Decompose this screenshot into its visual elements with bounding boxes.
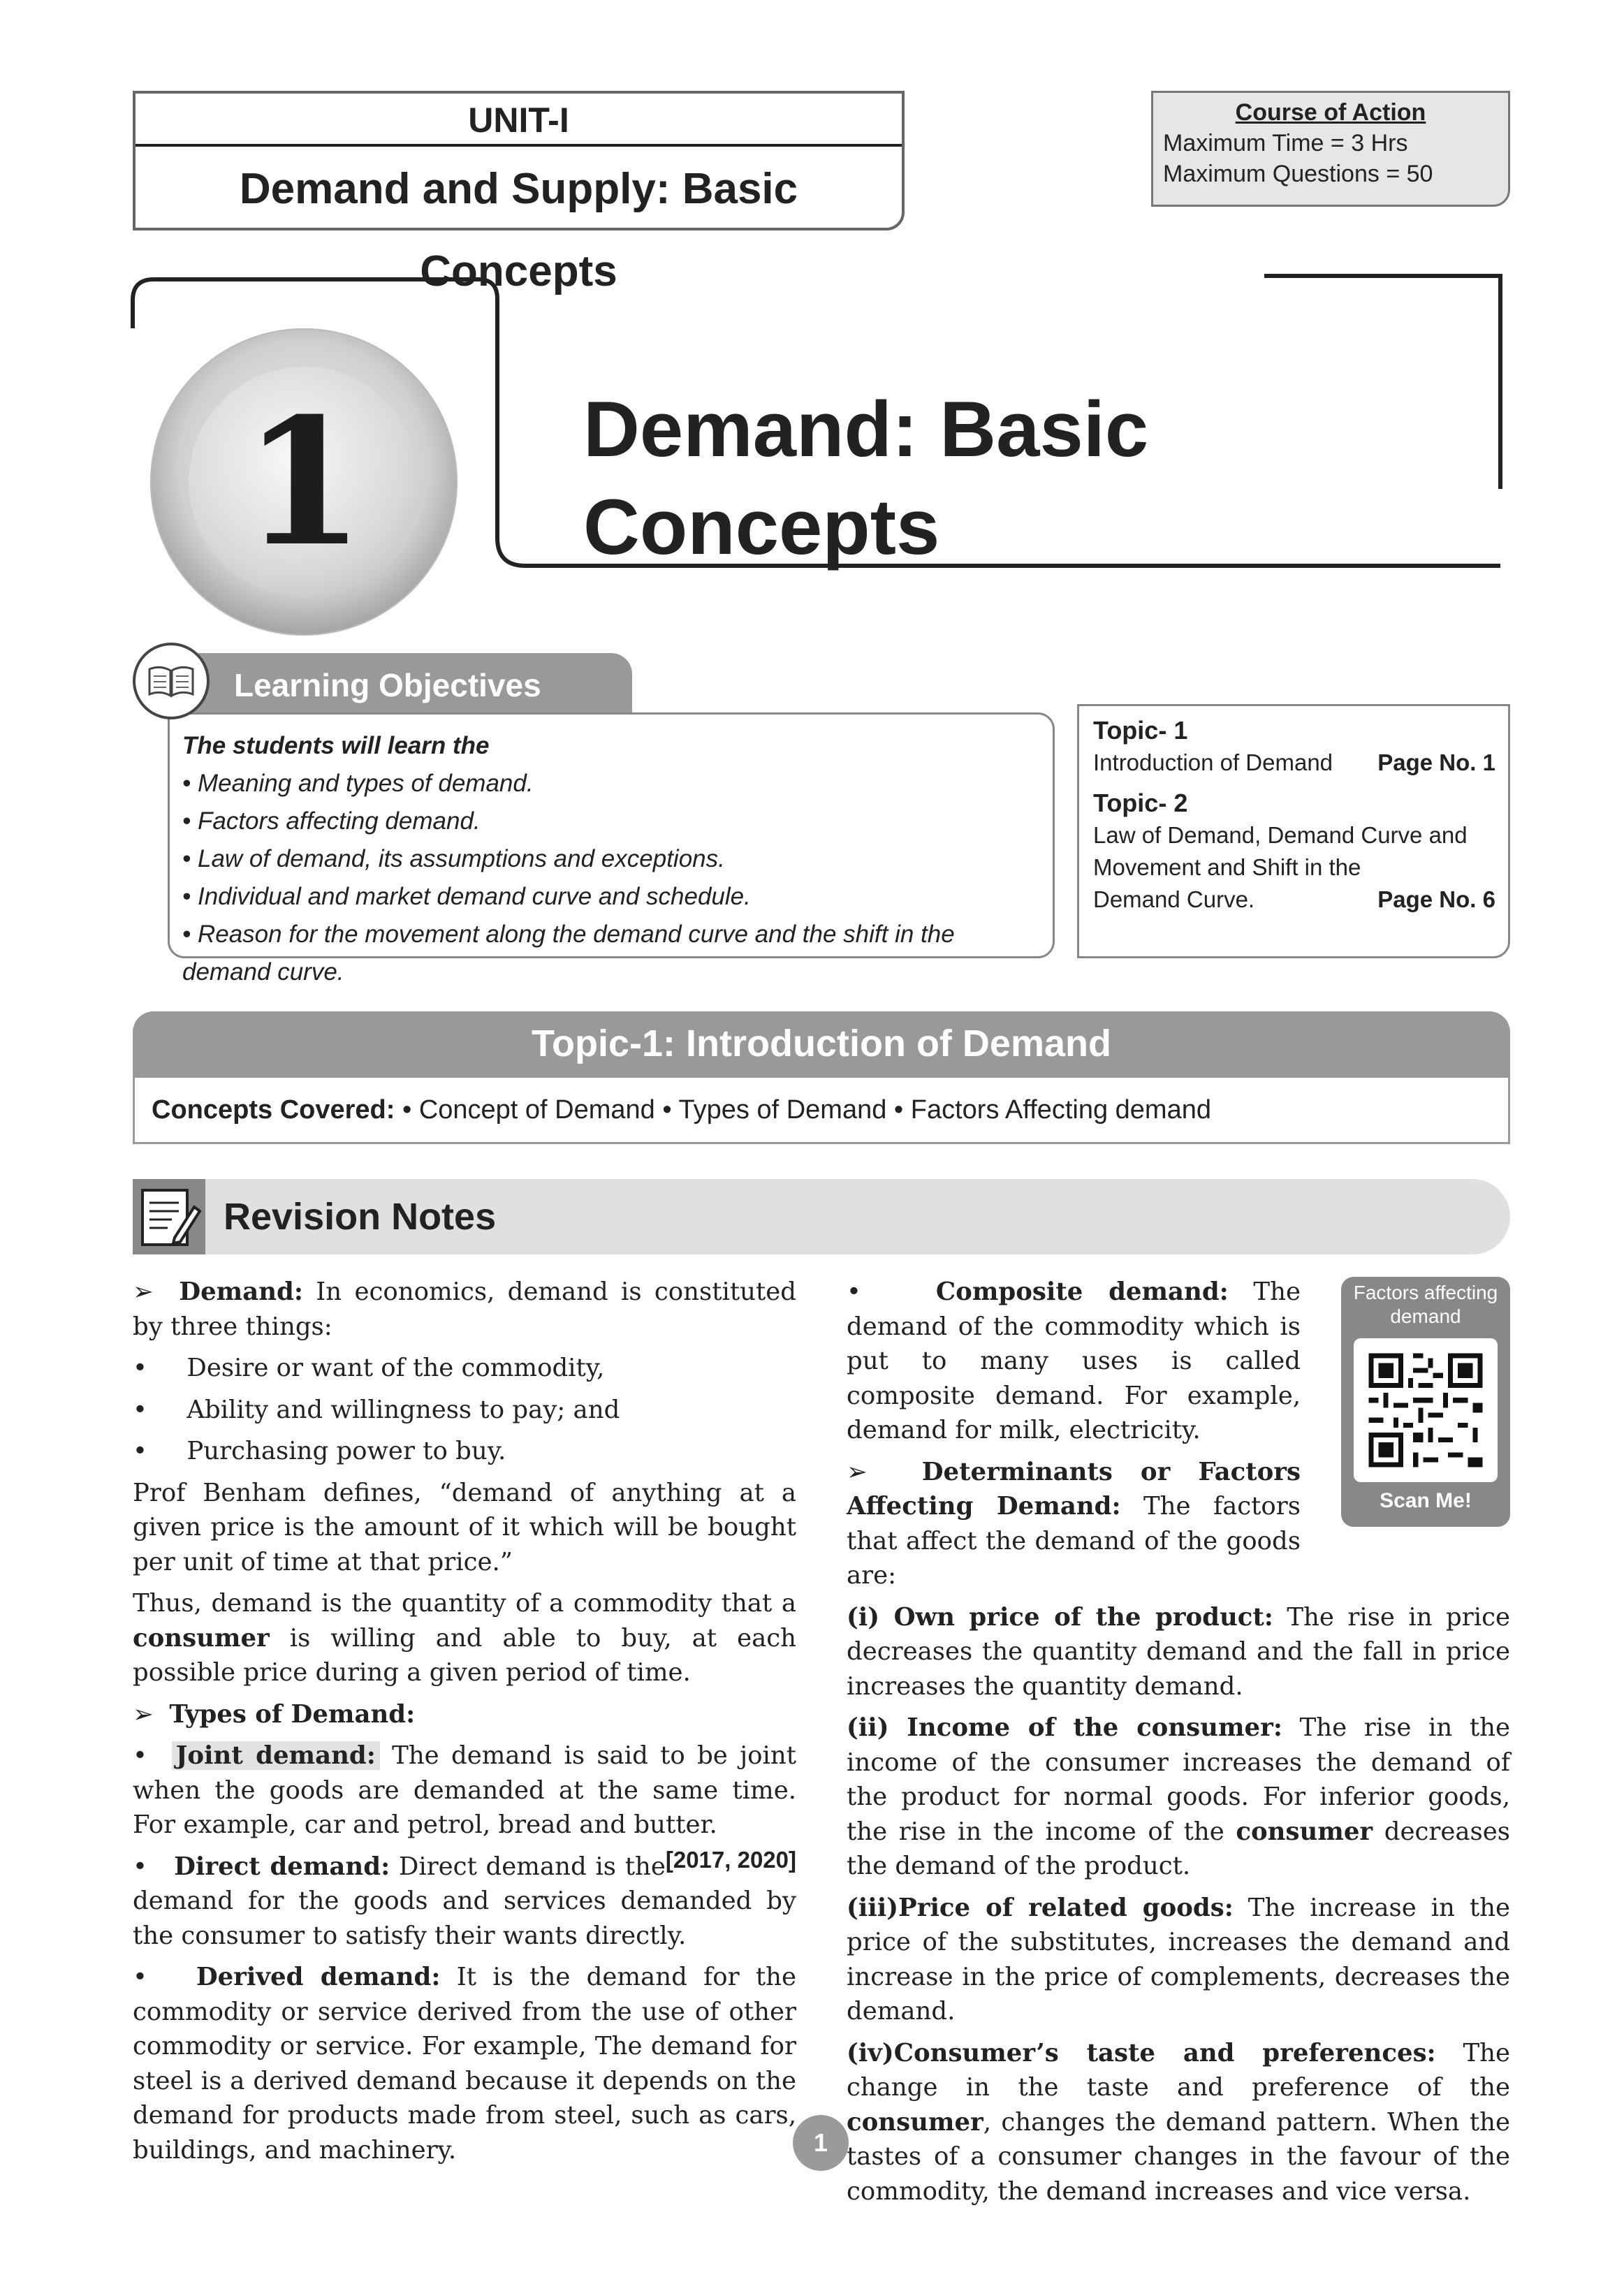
topic-1-head: Topic- 1	[1093, 716, 1188, 745]
list-item-text: Desire or want of the commodity,	[186, 1354, 605, 1382]
list-item: • Purchasing power to buy.	[133, 1437, 506, 1465]
exam-years: [2017, 2020]	[665, 1846, 796, 1873]
learning-objectives-intro: The students will learn the	[182, 732, 490, 759]
max-time: Maximum Time = 3 Hrs	[1163, 130, 1408, 156]
demand-definition	[133, 1275, 796, 1344]
book-icon	[133, 643, 210, 719]
topic-1-page: Page No. 1	[1377, 749, 1495, 775]
left-column	[133, 1275, 796, 2174]
factor-head: (ii) Income of the consumer:	[847, 1713, 1282, 1742]
concepts-covered-list: • Concept of Demand • Types of Demand • Factors Affecting demand	[395, 1095, 1211, 1125]
factor-related-goods	[847, 1891, 1510, 2029]
chapter-title: Demand: Basic Concepts	[583, 386, 1149, 571]
factor-bold: consumer	[1236, 1817, 1373, 1846]
joint-demand-text: The demand is said to be joint when the goods are demanded at the same time. For example, car and petrol, bread and butter.	[133, 1741, 796, 1839]
determinants	[847, 1455, 1301, 1593]
objective-item: • Meaning and types of demand.	[182, 770, 534, 797]
qr-title: Factors affecting demand	[1353, 1282, 1498, 1327]
factor-bold: consumer	[847, 2107, 983, 2137]
determinants-text: The factors that affect the demand of the goods are:	[847, 1492, 1301, 1590]
objective-item: • Individual and market demand curve and schedule.	[182, 883, 751, 910]
direct-demand-head: Direct demand:	[174, 1852, 390, 1881]
composite-demand-text: The demand of the commodity which is put to many uses is called composite demand. For example, demand for milk, electricity.	[847, 1278, 1301, 1444]
thus-text: Thus, demand is the quantity of a commodity that a	[133, 1589, 796, 1618]
direct-demand: • Direct demand: Direct demand is the demand for the goods and services demanded by the consumer to satisfy their wants directly.	[133, 1852, 796, 1950]
topic-2-desc-line: Movement and Shift in the	[1093, 854, 1361, 880]
factor-head: (iii)Price of related goods:	[847, 1893, 1234, 1922]
thus-paragraph	[133, 1586, 796, 1690]
topic-2-head: Topic- 2	[1093, 789, 1188, 817]
topic-2-desc-line: Demand Curve.	[1093, 886, 1255, 912]
factor-head: (i) Own price of the product:	[847, 1602, 1273, 1632]
qr-code-icon[interactable]	[1354, 1338, 1498, 1482]
objective-item: • Factors affecting demand.	[182, 807, 481, 835]
learning-objectives-heading: Learning Objectives	[234, 667, 541, 703]
max-questions: Maximum Questions = 50	[1163, 161, 1433, 187]
list-item: • Ability and willingness to pay; and	[133, 1395, 620, 1424]
determinants-head: Determinants or Factors Affecting Demand:	[847, 1457, 1301, 1521]
topic-1-banner: Topic-1: Introduction of Demand	[133, 1011, 1510, 1076]
thus-bold: consumer	[133, 1623, 270, 1653]
arrow-bullet-icon: ➢	[847, 1457, 922, 1486]
page-number: 1	[793, 2115, 849, 2171]
factor-text: decreases the demand of the product.	[847, 1817, 1510, 1880]
concepts-covered-row	[133, 1076, 1510, 1144]
factor-head: (iv)Consumer’s taste and preferences:	[847, 2038, 1436, 2067]
list-item: • Desire or want of the commodity,	[133, 1354, 605, 1382]
factor-text: The rise in the income of the consumer increases the demand of the product for normal goods. For inferior goods, the rise in the income of the	[847, 1713, 1510, 1846]
thus-text: is willing and able to buy, at each possible price during a given period of time.	[133, 1623, 796, 1687]
composite-demand: • Composite demand: The demand of the commodity which is put to many uses is called composite demand. For example, demand for milk, electricity.	[847, 1278, 1301, 1444]
topic-1-desc: Introduction of Demand	[1093, 749, 1333, 775]
factor-own-price	[847, 1600, 1510, 1704]
benham-definition: Prof Benham defines, “demand of anything at a given price is the amount of it which will be bought per unit of time at that price.”	[133, 1478, 796, 1576]
learning-objectives-tab	[192, 653, 632, 717]
factor-text: , changes the demand pattern. When the tastes of a consumer changes in the favour of the commodity, the demand increases and vice versa.	[847, 2107, 1510, 2206]
topic-2-desc-line: Law of Demand, Demand Curve and	[1093, 822, 1468, 848]
revision-notes-heading: Revision Notes	[224, 1196, 497, 1238]
factor-text: The increase in the price of the substitutes, increases the demand and increase in the price of complements, decreases the demand.	[847, 1893, 1510, 2026]
factor-text: The rise in price decreases the quantity demand and the fall in price increases the quantity demand.	[847, 1602, 1510, 1701]
notes-pencil-icon	[133, 1179, 205, 1254]
concepts-covered-label: Concepts Covered:	[152, 1095, 395, 1125]
types-head: Types of Demand:	[169, 1699, 416, 1729]
arrow-bullet-icon: ➢	[133, 1278, 180, 1306]
list-item-text: Purchasing power to buy.	[186, 1437, 506, 1465]
unit-label: UNIT-I	[136, 94, 902, 147]
composite-demand-head: Composite demand:	[935, 1278, 1229, 1306]
factor-income	[847, 1711, 1510, 1884]
types-of-demand-head	[133, 1697, 796, 1732]
course-of-action-title: Course of Action	[1235, 99, 1426, 126]
arrow-bullet-icon: ➢	[133, 1699, 170, 1729]
chapter-number-badge	[150, 328, 458, 636]
chapter-number: 1	[243, 379, 365, 585]
topics-index-box	[1077, 704, 1510, 958]
objective-item: • Reason for the movement along the demand curve and the shift in the demand curve.	[182, 921, 955, 986]
direct-demand-text: Direct demand is the demand for the goods and services demanded by the consumer to satisfy their wants directly.	[133, 1852, 796, 1950]
learning-objectives-box	[168, 712, 1055, 986]
joint-demand: • Joint demand: The demand is said to be joint when the goods are demanded at the same time. For example, car and petrol, bread and butter. [2017, 2020]	[133, 1738, 796, 1843]
demand-head: Demand:	[179, 1278, 303, 1306]
revision-notes-banner	[133, 1179, 1510, 1254]
scan-me-label: Scan Me!	[1380, 1489, 1472, 1512]
factor-taste	[847, 2036, 1510, 2209]
list-item-text: Ability and willingness to pay; and	[186, 1395, 620, 1424]
topic-2-page: Page No. 6	[1377, 886, 1495, 912]
unit-title: Demand and Supply: Basic Concepts	[239, 165, 798, 295]
demand-text: In economics, demand is constituted by three things:	[133, 1278, 796, 1341]
factor-text: The change in the taste and preference of the	[847, 2038, 1510, 2102]
joint-demand-head: Joint demand:	[172, 1741, 380, 1770]
objective-item: • Law of demand, its assumptions and exceptions.	[182, 845, 725, 872]
derived-demand-head: Derived demand:	[196, 1963, 441, 1991]
derived-demand-text: It is the demand for the commodity or service derived from the use of other commodity or service. For example, The demand for steel is a derived demand because it depends on the demand for products made from steel, such as cars, buildings, and machinery.	[133, 1963, 796, 2165]
qr-code-box[interactable]	[1341, 1277, 1510, 1527]
derived-demand: • Derived demand: It is the demand for the commodity or service derived from the use of other commodity or service. For example, The demand for steel is a derived demand because it depends on the demand for products made from steel, such as cars, buildings, and machinery.	[133, 1963, 796, 2165]
